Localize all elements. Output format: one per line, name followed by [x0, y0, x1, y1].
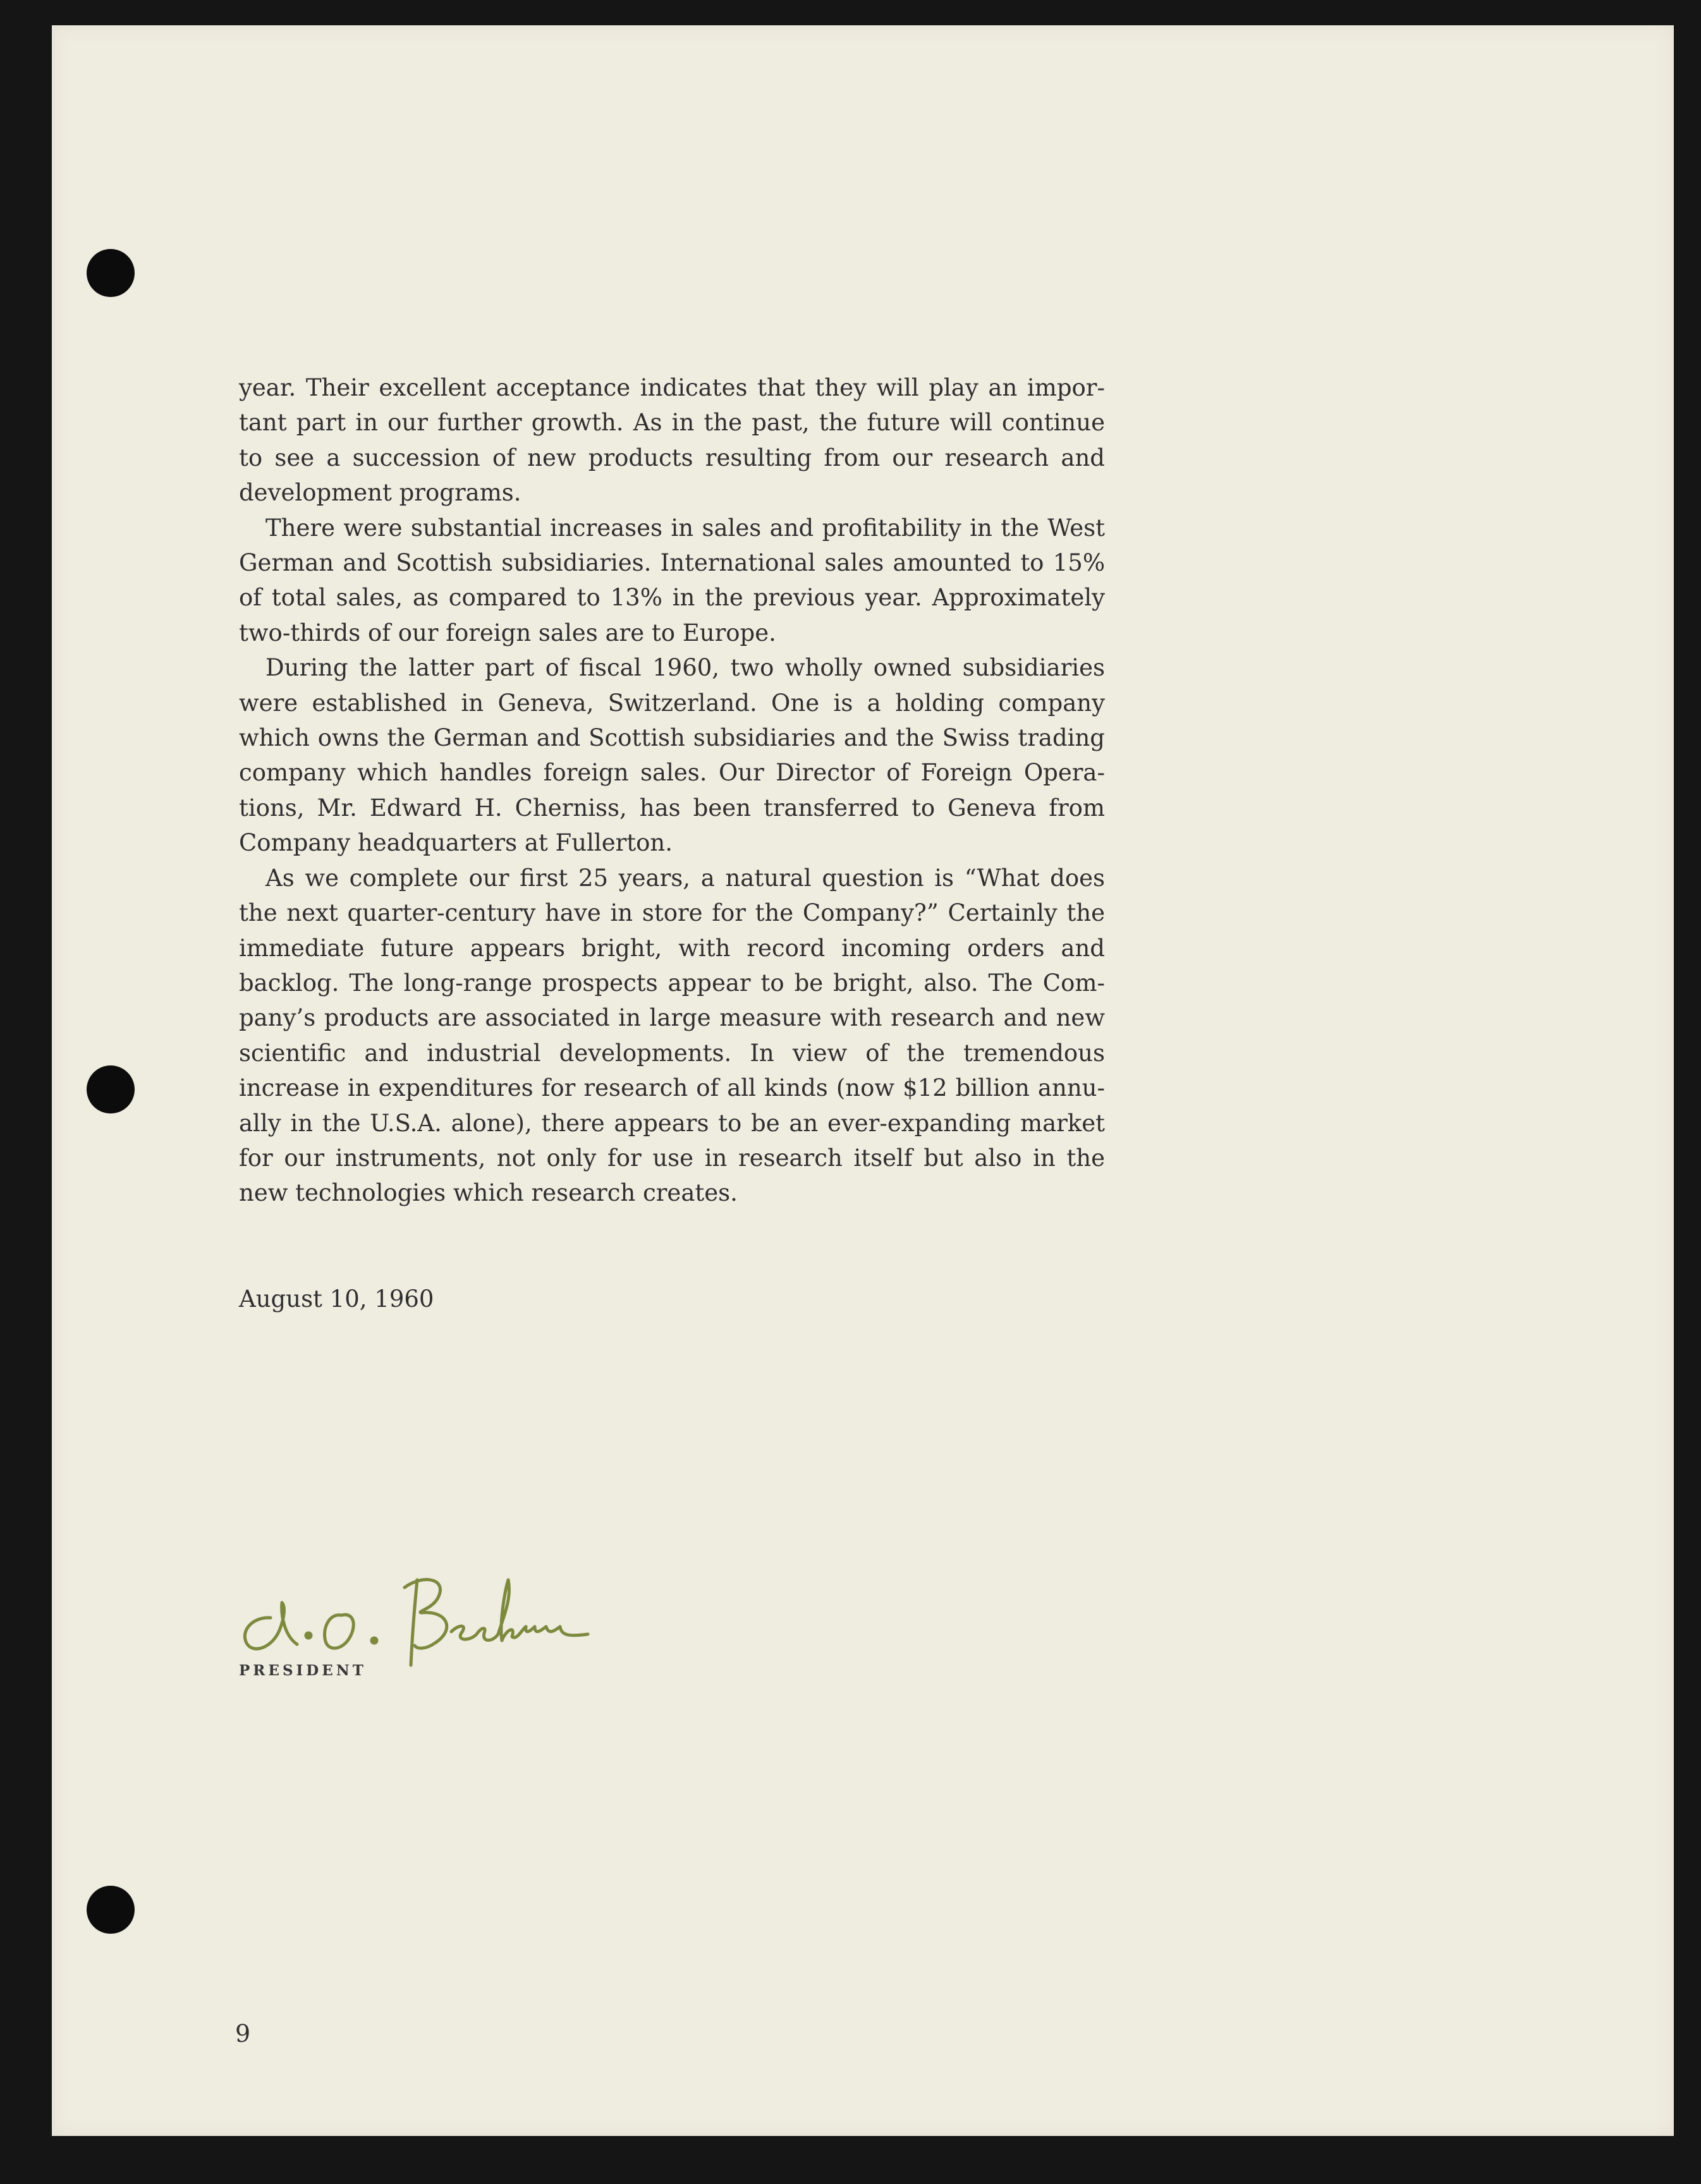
paragraph-1: year. Their excellent acceptance indicates that they will play an important part in our further growth. As in the past, the future will continue to see a succession of new products resulting from our research and development programs. — [239, 374, 1105, 507]
letter-body — [239, 370, 1105, 1211]
signatory-title: PRESIDENT — [239, 1662, 367, 1679]
signature — [234, 1542, 601, 1668]
punch-hole-top — [87, 249, 135, 297]
page-number: 9 — [235, 2020, 251, 2048]
paragraph-2: There were substantial increases in sales and profitability in the West German and Scottish subsidiaries. International sales amounted to 15% of total sales, as compared to 13% in the previous year. Approximately two-thirds of our foreign sales are to Europe. — [239, 514, 1105, 646]
punch-hole-middle — [87, 1065, 135, 1113]
paragraph-4: As we complete our first 25 years, a natural question is “What does the next quarter-century have in store for the Company?” Certainly the immediate future appears bright, with record incoming orders and backlog. The long-range prospects appear to be bright, also. The Company’s products are associated in large measure with research and new scientific and industrial developments. In view of the tremendous increase in expenditures for research of all kinds (now $12 billion annually in the U.S.A. alone), there appears to be an ever-expanding market for our instruments, not only for use in research itself but also in the new technologies which research creates. — [239, 864, 1105, 1207]
paragraph-3: During the latter part of fiscal 1960, two wholly owned subsidiaries were established in Geneva, Switzerland. One is a holding company which owns the German and Scottish subsidiaries and the Swiss trading company which handles foreign sales. Our Director of Foreign Operations, Mr. Edward H. Cherniss, has been transferred to Geneva from Company headquarters at Fullerton. — [239, 654, 1105, 857]
letter-date: August 10, 1960 — [239, 1285, 434, 1313]
punch-hole-bottom — [87, 1886, 135, 1934]
